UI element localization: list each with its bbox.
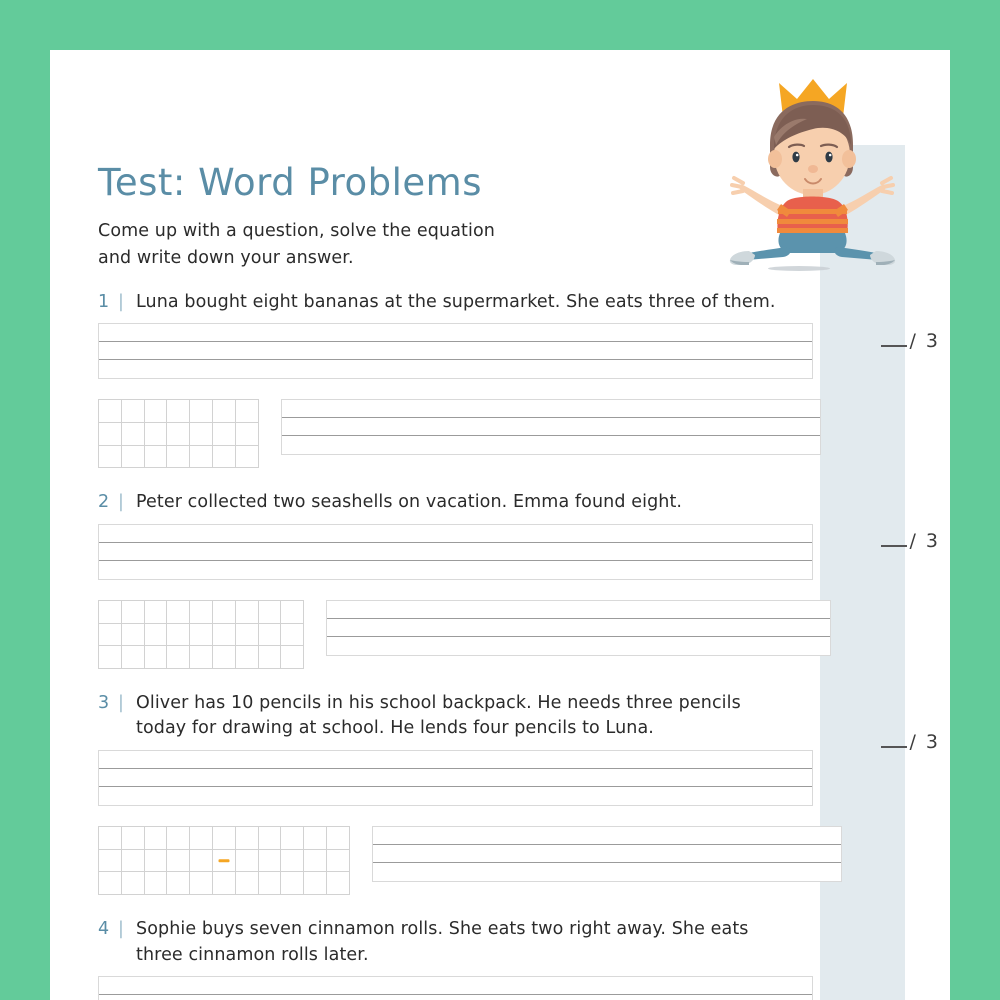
grid-cell[interactable]: [99, 827, 122, 850]
calculation-line[interactable]: [327, 601, 830, 619]
calculation-line[interactable]: [373, 863, 841, 881]
grid-cell[interactable]: [167, 624, 190, 647]
grid-cell[interactable]: [167, 400, 190, 423]
grid-cell[interactable]: [190, 446, 213, 469]
grid-cell[interactable]: [281, 601, 304, 624]
grid-cell[interactable]: [281, 646, 304, 669]
question-2-answer-lines[interactable]: [98, 524, 813, 580]
grid-cell[interactable]: [145, 423, 168, 446]
answer-line[interactable]: [99, 324, 812, 342]
grid-cell[interactable]: [259, 827, 282, 850]
question-4-number: 4: [98, 919, 110, 940]
grid-cell[interactable]: [145, 601, 168, 624]
grid-cell[interactable]: [145, 850, 168, 873]
grid-cell[interactable]: [122, 850, 145, 873]
score-max: 3: [925, 731, 938, 754]
grid-cell[interactable]: [327, 850, 350, 873]
question-3-calculation-grid[interactable]: [98, 826, 350, 895]
question-2-heading: [98, 490, 820, 515]
question-1-text: [136, 290, 820, 315]
grid-cell[interactable]: [236, 400, 259, 423]
question-3-number: 3: [98, 693, 110, 714]
question-3-text-line-1: Oliver has 10 pencils in his school backpack. He needs three pencils: [136, 693, 741, 714]
question-1-text-line-1: Luna bought eight bananas at the supermarket. She eats three of them.: [136, 291, 776, 312]
grid-cell[interactable]: [167, 601, 190, 624]
question-4-separator: |: [118, 919, 124, 940]
grid-cell[interactable]: [167, 850, 190, 873]
calculation-line[interactable]: [373, 845, 841, 863]
grid-cell[interactable]: [122, 601, 145, 624]
question-3-separator: |: [118, 693, 124, 714]
grid-cell[interactable]: [213, 646, 236, 669]
grid-cell[interactable]: [122, 423, 145, 446]
grid-cell[interactable]: [213, 872, 236, 895]
grid-cell[interactable]: [236, 646, 259, 669]
answer-line[interactable]: [99, 995, 812, 1000]
grid-cell[interactable]: [145, 400, 168, 423]
calculation-line[interactable]: [282, 418, 820, 436]
question-1-calculation-row: [98, 329, 938, 468]
grid-cell[interactable]: [99, 446, 122, 469]
grid-cell[interactable]: [122, 446, 145, 469]
answer-line[interactable]: [99, 543, 812, 561]
grid-cell[interactable]: [145, 827, 168, 850]
grid-cell[interactable]: [122, 872, 145, 895]
question-1-number: 1: [98, 291, 110, 312]
answer-line[interactable]: [99, 751, 812, 769]
grid-cell[interactable]: [190, 400, 213, 423]
question-4-text: [136, 917, 820, 968]
score-max: 3: [925, 329, 938, 352]
grid-cell[interactable]: [167, 646, 190, 669]
grid-cell[interactable]: [281, 624, 304, 647]
question-3: [98, 691, 938, 895]
score-slash: /: [909, 731, 916, 754]
grid-cell[interactable]: [281, 827, 304, 850]
grid-cell[interactable]: [122, 646, 145, 669]
grid-cell[interactable]: [99, 601, 122, 624]
grid-cell[interactable]: [304, 872, 327, 895]
question-2-text-line-1: Peter collected two seashells on vacation. Emma found eight.: [136, 492, 683, 513]
question-3-calculation-lines[interactable]: [372, 826, 842, 882]
grid-cell[interactable]: [327, 827, 350, 850]
grid-cell[interactable]: [259, 601, 282, 624]
question-4: [98, 917, 820, 1000]
question-2-separator: |: [118, 492, 124, 513]
score-slash: /: [909, 530, 916, 553]
grid-cell[interactable]: [304, 850, 327, 873]
grid-cell[interactable]: [236, 624, 259, 647]
question-3-answer-lines[interactable]: [98, 750, 813, 806]
instructions: [98, 218, 820, 272]
grid-cell[interactable]: [99, 872, 122, 895]
grid-cell[interactable]: [145, 872, 168, 895]
question-2-number: 2: [98, 492, 110, 513]
calculation-line[interactable]: [282, 400, 820, 418]
question-3-heading: [98, 691, 820, 742]
grid-cell[interactable]: [122, 624, 145, 647]
question-2: [98, 490, 938, 669]
grid-cell[interactable]: [213, 423, 236, 446]
answer-line[interactable]: [99, 769, 812, 787]
grid-cell[interactable]: [213, 446, 236, 469]
score-slash: /: [909, 329, 916, 352]
grid-cell[interactable]: [122, 827, 145, 850]
grid-cell[interactable]: [259, 624, 282, 647]
grid-cell[interactable]: [190, 872, 213, 895]
question-3-text: [136, 691, 820, 742]
score-blank[interactable]: [881, 737, 907, 748]
grid-cell[interactable]: [236, 872, 259, 895]
grid-cell[interactable]: [167, 423, 190, 446]
grid-cell[interactable]: [281, 850, 304, 873]
grid-cell[interactable]: [236, 601, 259, 624]
grid-cell[interactable]: [236, 446, 259, 469]
grid-cell[interactable]: [281, 872, 304, 895]
score-max: 3: [925, 530, 938, 553]
grid-cell[interactable]: [213, 827, 236, 850]
calculation-line[interactable]: [327, 619, 830, 637]
grid-cell[interactable]: [213, 400, 236, 423]
answer-line[interactable]: [99, 787, 812, 805]
question-2-score[interactable]: [881, 530, 939, 552]
grid-cell[interactable]: [99, 646, 122, 669]
grid-cell[interactable]: [236, 850, 259, 873]
instructions-line-2: and write down your answer.: [98, 247, 354, 268]
grid-cell[interactable]: [259, 646, 282, 669]
question-4-answer-lines[interactable]: [98, 976, 813, 1000]
grid-cell-minus[interactable]: [213, 850, 236, 873]
grid-cell[interactable]: [259, 872, 282, 895]
grid-cell[interactable]: [99, 624, 122, 647]
grid-cell[interactable]: [236, 423, 259, 446]
question-4-heading: [98, 917, 820, 968]
question-1-calculation-grid[interactable]: [98, 399, 259, 468]
question-4-text-line-1: Sophie buys seven cinnamon rolls. She eats two right away. She eats: [136, 919, 749, 940]
question-2-text: [136, 490, 820, 515]
score-blank[interactable]: [881, 336, 907, 347]
question-1: [98, 290, 938, 469]
question-4-text-line-2: three cinnamon rolls later.: [136, 944, 369, 965]
grid-cell[interactable]: [167, 872, 190, 895]
page-title: Test: Word Problems: [98, 161, 482, 204]
question-3-score[interactable]: [881, 731, 939, 753]
question-2-calculation-row: [98, 530, 938, 669]
grid-cell[interactable]: [259, 850, 282, 873]
grid-cell[interactable]: [99, 423, 122, 446]
question-1-heading: [98, 290, 820, 315]
calculation-line[interactable]: [373, 827, 841, 845]
instructions-line-1: Come up with a question, solve the equation: [98, 220, 495, 241]
grid-cell[interactable]: [236, 827, 259, 850]
score-blank[interactable]: [881, 536, 907, 547]
grid-cell[interactable]: [99, 850, 122, 873]
worksheet-content: [98, 50, 938, 1000]
answer-line[interactable]: [99, 360, 812, 378]
grid-cell[interactable]: [122, 400, 145, 423]
grid-cell[interactable]: [190, 423, 213, 446]
grid-cell[interactable]: [304, 827, 327, 850]
question-3-calculation-row: [98, 731, 938, 895]
minus-icon: [218, 859, 229, 863]
answer-line[interactable]: [99, 525, 812, 543]
question-2-calculation-lines[interactable]: [326, 600, 831, 656]
grid-cell[interactable]: [190, 624, 213, 647]
grid-cell[interactable]: [99, 400, 122, 423]
grid-cell[interactable]: [145, 446, 168, 469]
grid-cell[interactable]: [145, 624, 168, 647]
grid-cell[interactable]: [145, 646, 168, 669]
grid-cell[interactable]: [327, 872, 350, 895]
calculation-line[interactable]: [282, 436, 820, 454]
worksheet-page: [50, 50, 950, 1000]
question-1-separator: |: [118, 291, 124, 312]
grid-cell[interactable]: [190, 601, 213, 624]
grid-cell[interactable]: [167, 446, 190, 469]
grid-cell[interactable]: [190, 850, 213, 873]
answer-line[interactable]: [99, 977, 812, 995]
answer-line[interactable]: [99, 561, 812, 579]
grid-cell[interactable]: [190, 827, 213, 850]
grid-cell[interactable]: [190, 646, 213, 669]
question-1-calculation-lines[interactable]: [281, 399, 821, 455]
grid-cell[interactable]: [167, 827, 190, 850]
answer-line[interactable]: [99, 342, 812, 360]
question-3-text-line-2: today for drawing at school. He lends four pencils to Luna.: [136, 718, 654, 739]
question-1-score[interactable]: [881, 330, 939, 352]
question-1-answer-lines[interactable]: [98, 323, 813, 379]
grid-cell[interactable]: [213, 624, 236, 647]
grid-cell[interactable]: [213, 601, 236, 624]
question-2-calculation-grid[interactable]: [98, 600, 304, 669]
calculation-line[interactable]: [327, 637, 830, 655]
